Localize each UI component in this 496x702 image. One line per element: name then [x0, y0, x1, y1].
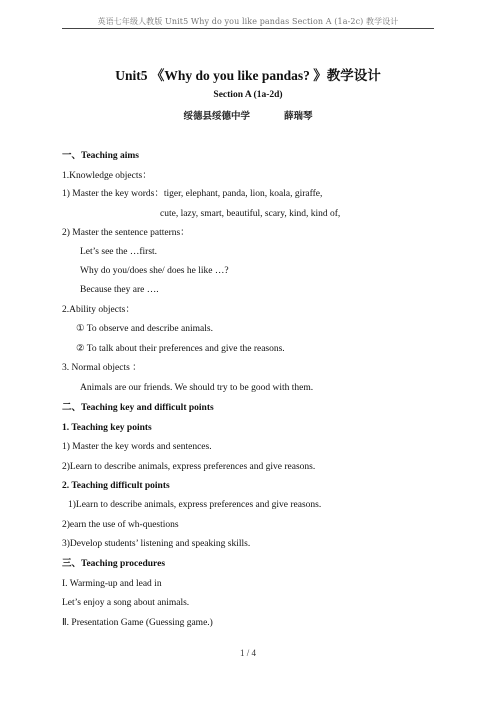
- text-line: Animals are our friends. We should try to be good with them.: [80, 383, 314, 393]
- text-line: 3. Normal objects ：: [62, 363, 142, 373]
- text-line: cute, lazy, smart, beautiful, scary, kind, kind of,: [160, 209, 341, 219]
- section-heading: 三、Teaching procedures: [62, 559, 166, 569]
- text-line: 1)Learn to describe animals, express preferences and give reasons.: [68, 500, 322, 510]
- section-heading: 2. Teaching difficult points: [62, 481, 170, 491]
- page-number: 1 / 4: [239, 648, 256, 658]
- document-title: Unit5 《Why do you like pandas? 》教学设计: [115, 68, 381, 83]
- author-school: 绥德县绥德中学: [183, 111, 250, 122]
- text-line: 2.Ability objects：: [62, 305, 135, 315]
- text-line: Ⅱ. Presentation Game (Guessing game.): [62, 618, 213, 628]
- text-line: 3)Develop students’ listening and speaking skills.: [62, 539, 251, 549]
- text-line: 1.Knowledge objects：: [62, 171, 152, 181]
- text-line: Let’s enjoy a song about animals.: [62, 598, 190, 608]
- text-line: Because they are ….: [80, 285, 159, 295]
- section-heading: 1. Teaching key points: [62, 423, 152, 433]
- running-header: 英语七年级人教版 Unit5 Why do you like pandas Section A (1a-2c) 教学设计: [97, 17, 399, 26]
- text-line: 1) Master the key words and sentences.: [62, 442, 212, 452]
- header-rule: [62, 28, 434, 29]
- text-line: ② To talk about their preferences and give the reasons.: [76, 344, 285, 354]
- text-line: 2) Master the sentence patterns：: [62, 228, 190, 238]
- text-line: Let’s see the …first.: [80, 247, 158, 257]
- text-line: I. Warming-up and lead in: [62, 579, 162, 589]
- text-line: 1) Master the key words：tiger, elephant, panda, lion, koala, giraffe,: [62, 189, 323, 199]
- text-line: 2)Learn to describe animals, express preferences and give reasons.: [62, 462, 316, 472]
- text-line: Why do you/does she/ does he like …?: [80, 266, 229, 276]
- section-subtitle: Section A (1a-2d): [213, 90, 283, 100]
- author-name: 薛瑞琴: [284, 111, 313, 122]
- text-line: 2)earn the use of wh-questions: [62, 520, 179, 530]
- text-line: ① To observe and describe animals.: [76, 324, 213, 334]
- section-heading: 二、Teaching key and difficult points: [62, 403, 214, 413]
- author-line: [0, 108, 496, 122]
- section-heading: 一、Teaching aims: [62, 151, 139, 161]
